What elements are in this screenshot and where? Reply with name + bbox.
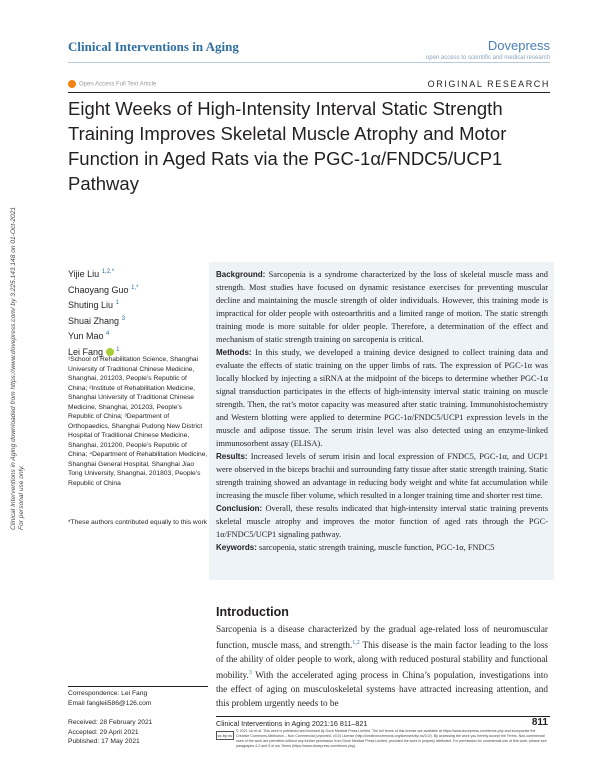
journal-name[interactable]: Clinical Interventions in Aging <box>68 39 239 54</box>
article-type: ORIGINAL RESEARCH <box>427 79 550 89</box>
author-item[interactable]: Yijie Liu $^{1,2,*}$ <box>68 269 115 279</box>
article-type-divider <box>68 92 550 93</box>
correspondence-divider <box>68 686 208 687</box>
page-number: 811 <box>531 717 548 728</box>
open-access-text: Open Access Full Text Article <box>79 81 157 88</box>
equal-contribution-note: *These authors contributed equally to this work <box>68 519 208 526</box>
abstract-results: Results: Increased levels of serum irisin and local expression of FNDC5, PGC-1α, and UCP1 were observed in the biceps brachii and surrounding fatty tissue after static strength training. Static strength training showed an advantage in reducing body weight and white fat accumulation while increasing the muscle fiber volume, which resulted in a longer training time and shorter rest time. <box>216 452 548 500</box>
download-notice-line2: For personal use only. <box>18 465 25 530</box>
introduction-text: Sarcopenia is a disease characterized by the gradual age-related loss of neuromuscular function, muscle mass, and strength.$^{1,2}$ This disease is the main factor leading to the loss of the ability of older people to work, along with reduced postural stability and functional mobility.$^3$ With the accelerated aging process in China’s population, investigations into the effect of aging on musculoskeletal systems have attracted increasing attention, and this problem urgently needs to be <box>216 624 548 709</box>
footer-divider <box>216 716 550 717</box>
author-item[interactable]: Shuting Liu $^1$ <box>68 300 119 310</box>
author-item[interactable]: Shuai Zhang $^3$ <box>68 315 125 326</box>
abstract-methods: Methods: In this study, we developed a training device designed to collect training data and evaluate the effects of static training on the upper limbs of rats. The expression of PGC-1α was locally blocked by injecting a siRNA at the midpoint of the biceps to determine whether PGC-1α signal transduction participates in the effects of high-intensity interval static training on muscle strength. Then, the rat’s motor capacity was measured after static training. Immunohistochemistry and Western blotting were applied to determine PGC-1α/FNDC5/UCP1 expression levels in the muscle and adipose tissue. The serum irisin level was also detected using an enzyme-linked immunosorbent assay (ELISA). <box>216 348 548 448</box>
correspondence: Correspondence: Lei Fang Email fangleii586@126.com <box>68 689 208 708</box>
publisher-tagline: open access to scientific and medical research <box>425 55 550 61</box>
citation-link[interactable]: 1,2 <box>352 640 360 646</box>
article-title: Eight Weeks of High-Intensity Interval Static Strength Training Improves Skeletal Muscle Atrophy and Motor Function in Aged Rats via the PGC-1α/FNDC5/UCP1 Pathway <box>68 98 507 194</box>
abstract <box>216 268 548 554</box>
citation-link[interactable]: 3 <box>248 670 252 677</box>
download-notice <box>2 130 32 530</box>
affiliations: ¹School of Rehabilitation Science, Shanghai University of Traditional Chinese Medicine, Shanghai, 201203, People’s Republic of China; ²Institute of Rehabilitation Medicine, Shanghai University of Traditional Chinese Medicine, Shanghai, 201203, People’s Republic of China; ³Department of Orthopaedics, Shanghai Pudong New District Hospital of Traditional Chinese Medicine, Shanghai, 201200, People’s Republic of China; ⁴Department of Rehabilitation Medicine, Shanghai General Hospital, Shanghai Jiao Tong University, Shanghai, 201803, People’s Republic of China <box>68 356 208 487</box>
open-access-label <box>68 80 156 88</box>
author-item[interactable]: Chaoyang Guo $^{1,*}$ <box>68 284 139 295</box>
author-item[interactable]: Yun Mao $^4$ <box>68 331 110 341</box>
license-text: © 2021 Liu et al. This work is published and licensed by Dove Medical Press Limited. The full terms of this license are available at https://www.dovepress.com/terms.php and incorporate the Creative Commons Attribution – Non Commercial (unported, v3.0) License (http://creativecommons.org/licenses/by-nc/3.0/). By accessing the work you hereby accept the Terms. Non-commercial uses of the work are permitted without any further permission from Dove Medical Press Limited, provided the work is properly attributed. For permission for commercial use of this work, please see paragraphs 4.2 and 5 of our Terms (https://www.dovepress.com/terms.php). <box>236 729 547 748</box>
correspondence-email[interactable]: Email fangleii586@126.com <box>68 699 152 707</box>
footer-citation[interactable]: Clinical Interventions in Aging 2021:16 811–821 <box>216 719 368 728</box>
creative-commons-icon[interactable]: cc by nc <box>217 733 233 738</box>
abstract-conclusion: Conclusion: Overall, these results indicated that high-intensity interval static training prevents skeletal muscle atrophy and improves the motor function of aged rats through the PGC-1α/FNDC5/UCP1 signaling pathway. <box>216 504 549 539</box>
open-access-icon <box>68 80 76 88</box>
introduction-heading: Introduction <box>216 605 289 619</box>
download-notice-line1: Clinical Interventions in Aging downloaded from https://www.dovepress.com/ by 3.225.143.148 on 01-Oct-2021 <box>10 206 17 530</box>
author-item[interactable]: Lei Fang $^1$ <box>68 346 120 357</box>
abstract-keywords: Keywords: sarcopenia, static strength training, muscle function, PGC-1α, FNDC5 <box>216 543 495 552</box>
author-list <box>68 266 138 359</box>
publisher-logo[interactable]: Dovepress <box>487 38 550 53</box>
article-dates: Received: 28 February 2021 Accepted: 29 April 2021 Published: 17 May 2021 <box>68 719 153 745</box>
abstract-background: Background: Sarcopenia is a syndrome characterized by the loss of skeletal muscle mass and strength. Most studies have focused on dynamic resistance exercises for preventing muscular decline and maintaining the muscle strength of older individuals. However, this training mode is impractical for older people with osteoarthritis and a limited range of motion. The static strength training mode is more suitable for older people. Therefore, a determination of the effect and mechanism of static strength training on sarcopenia is critical. <box>216 270 548 344</box>
header-divider <box>68 62 550 63</box>
